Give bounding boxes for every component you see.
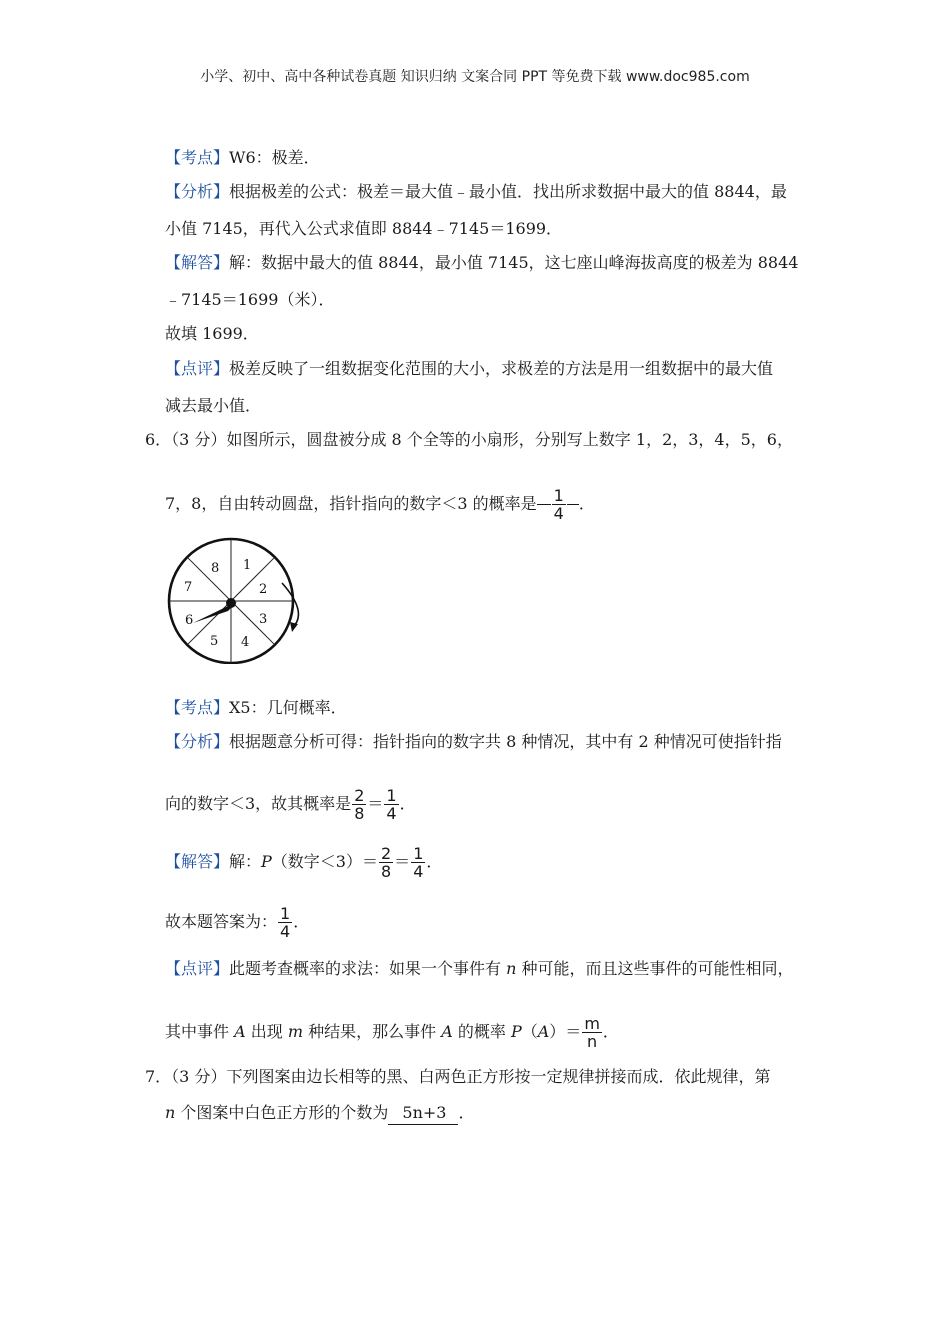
numerator: 1 — [386, 786, 397, 805]
jieda-condition: （数字＜3）＝ — [271, 852, 378, 871]
spinner-figure — [162, 536, 312, 664]
spinner-number-8: 8 — [211, 561, 220, 576]
period: ． — [399, 794, 416, 813]
q6-jieda — [165, 842, 442, 882]
period: ． — [602, 1022, 619, 1041]
jieda-prefix: 解： — [229, 852, 262, 871]
q6-question-text: 7，8，自由转动圆盘，指针指向的数字＜3 的概率是 — [165, 494, 537, 513]
kaodian-tag: 【考点】 — [165, 148, 230, 167]
q6-dianping — [165, 958, 794, 980]
fraction-2-8 — [379, 845, 393, 880]
page-header: 小学、初中、高中各种试卷真题 知识归纳 文案合同 PPT 等免费下载 www.doc985.com — [200, 69, 750, 85]
variable-m: m — [287, 1022, 304, 1041]
period: ． — [293, 912, 310, 931]
spinner-number-5: 5 — [210, 634, 219, 649]
period: ． — [426, 852, 443, 871]
spinner-hub — [226, 598, 236, 608]
paren-open: （ — [521, 1022, 538, 1041]
fraction-1-4 — [384, 787, 398, 822]
dianping-tag: 【点评】 — [165, 959, 230, 978]
denominator: 4 — [280, 922, 291, 941]
q7-answer-blank — [388, 1102, 458, 1125]
denominator: 4 — [386, 804, 397, 823]
fenxi-line-2-text: 向的数字＜3，故其概率是 — [165, 794, 352, 813]
q6-fenxi — [165, 731, 782, 753]
q5-jieda-line-2: ﹣7145＝1699（米）． — [165, 290, 335, 309]
probability-symbol: P — [261, 852, 272, 871]
paren-close-equals: ）＝ — [549, 1022, 582, 1041]
fenxi-line-1: 根据极差的公式：极差＝最大值﹣最小值．找出所求数据中最大的值 8844，最 — [229, 182, 787, 201]
q6-kaodian — [165, 697, 347, 719]
fraction-1-4 — [278, 905, 292, 940]
numerator: 1 — [413, 844, 424, 863]
numerator: 2 — [380, 844, 392, 863]
equals-sign: ＝ — [367, 794, 384, 813]
q6-fenxi-line-2 — [165, 784, 416, 824]
rotation-arrow-head — [290, 622, 298, 632]
q6-question-line-1: 6．（3 分）如图所示，圆盘被分成 8 个全等的小扇形，分别写上数字 1，2，3，4，5，6， — [145, 430, 793, 449]
variable-A: A — [441, 1022, 453, 1041]
kaodian-tag: 【考点】 — [165, 698, 230, 717]
dianping-text: 此题考查概率的求法：如果一个事件有 — [229, 959, 507, 978]
q6-answer-denominator: 4 — [553, 504, 564, 523]
q6-answer-numerator: 1 — [553, 486, 564, 505]
denominator: 8 — [354, 804, 365, 823]
numerator: 2 — [354, 786, 365, 805]
probability-symbol: P — [510, 1022, 522, 1041]
q6-question-end: ． — [578, 494, 595, 513]
q6-final-answer — [165, 902, 309, 942]
q6-answer-fraction — [552, 487, 566, 522]
spinner-number-4: 4 — [241, 635, 250, 650]
fraction-2-8 — [352, 787, 366, 822]
fenxi-line-1: 根据题意分析可得：指针指向的数字共 8 种情况，其中有 2 种情况可使指针指 — [229, 732, 782, 751]
dianping-line-1: 极差反映了一组数据变化范围的大小，求极差的方法是用一组数据中的最大值 — [229, 359, 774, 378]
period: ． — [458, 1103, 475, 1122]
q7-question-text: 个图案中白色正方形的个数为 — [175, 1103, 389, 1122]
numerator: 1 — [280, 904, 291, 923]
q5-kaodian — [165, 147, 320, 169]
fraction-1-4 — [411, 845, 425, 880]
jieda-tag: 【解答】 — [165, 852, 230, 871]
kaodian-text: W6：极差． — [229, 148, 320, 167]
dianping-text: 的概率 — [452, 1022, 511, 1041]
spinner-number-7: 7 — [184, 580, 193, 595]
q5-dianping-line-2: 减去最小值． — [165, 396, 262, 415]
dianping-text: 其中事件 — [165, 1022, 235, 1041]
variable-A: A — [537, 1022, 550, 1041]
final-answer-label: 故本题答案为： — [165, 912, 278, 931]
jieda-line-1: 解：数据中最大的值 8844，最小值 7145，这七座山峰海拔高度的极差为 8844 — [229, 253, 799, 272]
spinner-number-1: 1 — [243, 558, 252, 573]
denominator: 4 — [413, 862, 424, 881]
dianping-text: 种可能，而且这些事件的可能性相同， — [516, 959, 794, 978]
denominator: 8 — [380, 862, 392, 881]
q7-question-line-1: 7．（3 分）下列图案由边长相等的黑、白两色正方形按一定规律拼接而成．依此规律，第 — [145, 1067, 771, 1086]
q6-dianping-line-2 — [165, 1012, 619, 1052]
q7-answer: 5n+3 — [402, 1103, 447, 1122]
dianping-text: 种结果，那么事件 — [303, 1022, 442, 1041]
q5-fenxi-line-2: 小值 7145，再代入公式求值即 8844﹣7145＝1699． — [165, 219, 563, 238]
variable-n: n — [165, 1103, 176, 1122]
dianping-tag: 【点评】 — [165, 359, 230, 378]
variable-n: n — [506, 959, 517, 978]
q5-fenxi — [165, 181, 787, 203]
q7-question-line-2 — [165, 1102, 475, 1125]
numerator: m — [584, 1014, 600, 1033]
denominator: n — [587, 1032, 598, 1051]
q5-dianping — [165, 358, 773, 380]
spinner-number-2: 2 — [259, 582, 268, 597]
variable-A: A — [234, 1022, 246, 1041]
dianping-text: 出现 — [245, 1022, 288, 1041]
equals-sign: ＝ — [394, 852, 411, 871]
spinner-number-3: 3 — [259, 612, 268, 627]
fenxi-tag: 【分析】 — [165, 182, 230, 201]
q5-jieda — [165, 252, 798, 274]
spinner-number-6: 6 — [185, 613, 194, 628]
q5-gutian: 故填 1699． — [165, 324, 259, 343]
fraction-m-n — [582, 1015, 602, 1050]
kaodian-text: X5：几何概率． — [229, 698, 347, 717]
q6-question-line-2 — [165, 484, 595, 524]
q6-answer-blank — [537, 484, 579, 524]
fenxi-tag: 【分析】 — [165, 732, 230, 751]
jieda-tag: 【解答】 — [165, 253, 230, 272]
